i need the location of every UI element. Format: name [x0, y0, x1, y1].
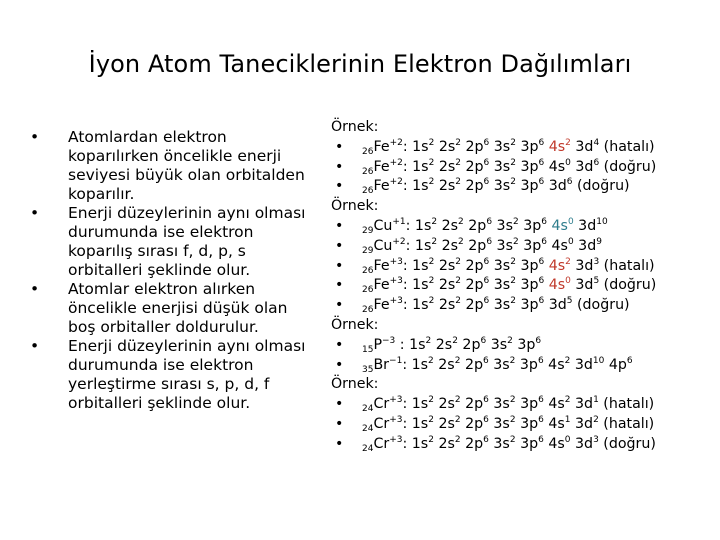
bullet-marker: • — [335, 257, 344, 274]
config-text: 2p — [460, 356, 483, 373]
atomic-number: 26 — [362, 265, 374, 276]
config-text: 3d — [570, 158, 594, 175]
superscript: 2 — [510, 157, 516, 168]
superscript: 2 — [510, 256, 516, 267]
superscript: 6 — [538, 177, 545, 188]
config-text: 2s — [433, 415, 455, 432]
config-text: (doğru) — [572, 297, 630, 314]
electron-config-line — [331, 158, 716, 178]
electron-config-line — [331, 237, 716, 257]
config-text: 3s — [489, 158, 511, 175]
config-text: 3s — [488, 415, 510, 432]
config-text: (hatalı) — [599, 257, 655, 274]
bullet-marker: • — [30, 337, 40, 355]
config-text: (hatalı) — [598, 415, 655, 432]
config-text: 3p — [515, 138, 539, 155]
config-text: 3p — [515, 158, 539, 175]
config-text: 3p — [515, 415, 539, 432]
bullet-marker: • — [335, 336, 344, 353]
bullet-marker: • — [335, 356, 344, 373]
bullet-marker: • — [335, 138, 344, 155]
config-text: 4s — [547, 237, 568, 254]
superscript: 2 — [509, 355, 516, 366]
bullet-marker: • — [30, 128, 40, 146]
config-text: 2s — [433, 435, 455, 452]
superscript: 2 — [425, 335, 432, 346]
config-text: 3p — [515, 257, 539, 274]
superscript: 2 — [455, 276, 461, 287]
config-text: 4s — [544, 158, 566, 175]
config-text: Cr — [373, 415, 390, 432]
config-text: 3s — [486, 336, 508, 353]
config-text: : 1s — [405, 237, 432, 254]
superscript: 2 — [509, 434, 516, 445]
superscript: 6 — [538, 434, 544, 445]
superscript: 2 — [455, 256, 461, 267]
config-text: 2s — [437, 217, 459, 234]
superscript: 2 — [428, 157, 435, 168]
config-text: : 1s — [402, 158, 429, 175]
config-text: (doğru) — [599, 158, 657, 175]
superscript: 2 — [507, 335, 513, 346]
superscript: 0 — [564, 434, 571, 445]
bullet-marker: • — [335, 435, 344, 452]
bullet-marker: • — [30, 204, 40, 222]
config-text: 3s — [489, 297, 511, 314]
config-text: Br — [373, 356, 390, 373]
electron-config-line — [331, 138, 716, 158]
superscript: 6 — [566, 177, 573, 188]
config-text: 2p — [463, 217, 487, 234]
bullet-marker: • — [335, 277, 344, 294]
examples-column — [331, 118, 716, 455]
superscript: +3 — [389, 434, 403, 445]
example-heading: Örnek: — [331, 316, 379, 333]
superscript: 2 — [455, 296, 461, 307]
config-text: 2p — [460, 277, 484, 294]
config-text: 2s — [433, 396, 455, 413]
bullet-marker: • — [30, 280, 40, 298]
bullet-marker: • — [335, 217, 344, 234]
config-text: 3d — [544, 297, 567, 314]
config-text: 3d — [570, 138, 594, 155]
superscript: 6 — [483, 137, 490, 148]
bullet-marker: • — [335, 158, 344, 175]
config-text: 2p — [460, 158, 484, 175]
config-text: 3s — [489, 257, 511, 274]
config-text: Fe — [373, 297, 390, 314]
highlight-red: 4s — [548, 277, 566, 294]
config-text: 3d — [570, 257, 594, 274]
config-text: 3p — [515, 435, 539, 452]
bullet-marker: • — [335, 396, 344, 413]
superscript: 6 — [483, 177, 490, 188]
superscript: 2 — [512, 236, 519, 247]
bullet-text: Enerji düzeylerinin aynı olması durumunda ise elektron yerleştirme sırası s, p, d, f orbitalleri şeklinde olur. — [68, 337, 306, 412]
atomic-number: 35 — [362, 364, 374, 375]
superscript: 2 — [431, 216, 438, 227]
superscript: 6 — [538, 276, 545, 287]
config-text: 2s — [433, 356, 455, 373]
config-text: Cu — [373, 237, 393, 254]
config-text: 3p — [518, 217, 542, 234]
config-text: 2p — [460, 396, 484, 413]
superscript: 2 — [510, 296, 516, 307]
config-text: Fe — [373, 257, 390, 274]
config-text: Fe — [373, 138, 390, 155]
superscript: 10 — [592, 355, 605, 366]
electron-config-line — [331, 336, 716, 356]
superscript: 6 — [486, 236, 493, 247]
config-text: : 1s — [395, 336, 426, 353]
superscript: 5 — [566, 296, 573, 307]
atomic-number: 24 — [362, 443, 374, 454]
superscript: 6 — [483, 395, 489, 406]
superscript: +2 — [389, 137, 403, 148]
config-text: 2s — [434, 138, 456, 155]
superscript: 2 — [510, 276, 516, 287]
bullet-marker: • — [335, 237, 344, 254]
config-text: 3d — [544, 178, 567, 195]
superscript: 2 — [431, 236, 438, 247]
superscript: 2 — [512, 216, 519, 227]
config-text: 4s — [543, 435, 565, 452]
superscript: +1 — [392, 216, 406, 227]
config-text: 3p — [512, 336, 536, 353]
superscript: +3 — [389, 256, 403, 267]
atomic-number: 15 — [362, 344, 374, 355]
superscript: 2 — [428, 177, 435, 188]
superscript: 2 — [455, 157, 461, 168]
config-text: 3p — [515, 297, 539, 314]
superscript: 2 — [454, 414, 461, 425]
highlight-red-sup: 0 — [565, 276, 571, 287]
superscript: 6 — [538, 395, 544, 406]
highlight-red-sup: 2 — [565, 137, 571, 148]
superscript: 6 — [538, 137, 545, 148]
config-text: 4s — [543, 396, 565, 413]
superscript: +2 — [392, 236, 406, 247]
example-heading: Örnek: — [331, 376, 379, 393]
config-text: : 1s — [402, 178, 429, 195]
superscript: 2 — [458, 236, 464, 247]
superscript: 6 — [538, 414, 544, 425]
config-text: 3d — [570, 277, 594, 294]
config-text: : 1s — [402, 277, 429, 294]
superscript: −1 — [389, 355, 403, 366]
bullet-text: Atomlardan elektron koparılırken öncelikle enerji seviyesi büyük olan orbitalden koparılır. — [68, 128, 305, 203]
superscript: 1 — [593, 395, 599, 406]
superscript: 6 — [482, 355, 489, 366]
superscript: 2 — [454, 355, 461, 366]
superscript: 2 — [428, 256, 435, 267]
superscript: 6 — [483, 296, 490, 307]
electron-config-line — [331, 217, 716, 237]
atomic-number: 26 — [362, 186, 374, 197]
config-text: 3d — [570, 415, 594, 432]
superscript: 6 — [483, 276, 490, 287]
superscript: 6 — [483, 157, 490, 168]
superscript: 6 — [593, 157, 600, 168]
atomic-number: 24 — [362, 423, 374, 434]
superscript: 2 — [510, 137, 516, 148]
config-text: Fe — [373, 277, 390, 294]
bullet-marker: • — [335, 178, 344, 195]
superscript: 2 — [458, 216, 464, 227]
config-text: 2p — [460, 297, 484, 314]
superscript: 6 — [535, 335, 542, 346]
superscript: 6 — [486, 216, 493, 227]
superscript: 2 — [454, 395, 461, 406]
config-text: : 1s — [402, 396, 429, 413]
config-text: 3d — [573, 237, 597, 254]
superscript: 6 — [538, 256, 545, 267]
config-text: 2p — [463, 237, 487, 254]
config-text: : 1s — [402, 435, 429, 452]
superscript: 4 — [593, 137, 600, 148]
config-text: 4s — [543, 356, 565, 373]
superscript: 3 — [593, 256, 600, 267]
superscript: 6 — [483, 256, 490, 267]
superscript: 2 — [593, 414, 599, 425]
config-text: 2s — [431, 336, 453, 353]
config-text: : 1s — [402, 257, 429, 274]
superscript: 6 — [538, 296, 545, 307]
atomic-number: 24 — [362, 404, 374, 415]
config-text: (hatalı) — [598, 396, 655, 413]
superscript: 6 — [483, 414, 489, 425]
superscript: 2 — [428, 434, 434, 445]
superscript: 2 — [509, 395, 516, 406]
atomic-number: 26 — [362, 285, 374, 296]
superscript: 6 — [483, 434, 489, 445]
config-text: : 1s — [402, 356, 429, 373]
config-text: 3s — [488, 396, 510, 413]
highlight-red-sup: 2 — [565, 256, 571, 267]
config-text: 3p — [518, 237, 542, 254]
atomic-number: 26 — [362, 166, 374, 177]
config-text: 3s — [489, 178, 511, 195]
config-text: 2s — [434, 257, 456, 274]
config-text: 3s — [488, 356, 510, 373]
electron-config-line — [331, 257, 716, 277]
bullet-text: Enerji düzeylerinin aynı olması durumunda ise elektron koparılış sırası f, d, p, s orbitalleri şeklinde olur. — [68, 204, 306, 279]
config-text: Cr — [373, 396, 390, 413]
superscript: +3 — [389, 395, 403, 406]
config-text: 3s — [489, 277, 511, 294]
superscript: 6 — [541, 236, 547, 247]
config-text: 2p — [460, 257, 484, 274]
superscript: 2 — [454, 434, 461, 445]
config-text: 2s — [434, 178, 456, 195]
config-text: 3s — [492, 237, 513, 254]
superscript: 6 — [541, 216, 547, 227]
config-text: 2s — [434, 297, 456, 314]
config-text: 2p — [460, 138, 484, 155]
electron-config-line — [331, 435, 716, 455]
explanation-bullet-list — [30, 128, 310, 413]
superscript: 2 — [455, 137, 461, 148]
superscript: 6 — [480, 335, 487, 346]
config-text: (hatalı) — [599, 138, 655, 155]
highlight-blue: 4s — [551, 217, 568, 234]
bullet-item — [30, 337, 310, 413]
config-text: : 1s — [402, 297, 429, 314]
electron-config-line — [331, 415, 716, 435]
superscript: +3 — [389, 276, 403, 287]
config-text: 3s — [492, 217, 513, 234]
superscript: 2 — [564, 395, 571, 406]
config-text: 2p — [460, 178, 484, 195]
highlight-blue-sup: 0 — [567, 216, 574, 227]
superscript: 2 — [564, 355, 571, 366]
config-text: Cr — [373, 435, 390, 452]
config-text: 2s — [434, 158, 456, 175]
config-text: 4s — [543, 415, 565, 432]
superscript: 10 — [596, 216, 608, 227]
config-text: 2p — [460, 435, 484, 452]
config-text: 3d — [573, 217, 597, 234]
bullet-marker: • — [335, 415, 344, 432]
config-text: 3s — [489, 138, 511, 155]
config-text: (doğru) — [598, 435, 656, 452]
config-text: P — [373, 336, 383, 353]
config-text: 2p — [460, 415, 484, 432]
electron-config-line — [331, 276, 716, 296]
superscript: 2 — [428, 296, 435, 307]
atomic-number: 26 — [362, 305, 374, 316]
bullet-item — [30, 280, 310, 337]
electron-config-line — [331, 356, 716, 376]
superscript: −3 — [382, 335, 396, 346]
superscript: 2 — [510, 177, 516, 188]
config-text: 3p — [515, 396, 539, 413]
electron-config-line — [331, 296, 716, 316]
superscript: +2 — [389, 157, 403, 168]
bullet-text: Atomlar elektron alırken öncelikle enerjisi düşük olan boş orbitaller doldurulur. — [68, 280, 288, 336]
superscript: 5 — [593, 276, 600, 287]
config-text: 2s — [437, 237, 459, 254]
atomic-number: 29 — [362, 225, 374, 236]
config-text: (doğru) — [572, 178, 630, 195]
config-text: 3d — [570, 356, 593, 373]
config-text: : 1s — [405, 217, 432, 234]
superscript: 9 — [596, 236, 602, 247]
electron-config-line — [331, 177, 716, 197]
electron-config-line — [331, 395, 716, 415]
example-heading: Örnek: — [331, 198, 379, 215]
atomic-number: 29 — [362, 245, 374, 256]
superscript: 2 — [509, 414, 516, 425]
example-heading: Örnek: — [331, 119, 379, 135]
slide-title: İyon Atom Taneciklerinin Elektron Dağılımları — [88, 50, 632, 78]
config-text: Cu — [373, 217, 393, 234]
superscript: +2 — [389, 177, 403, 188]
superscript: 6 — [626, 355, 633, 366]
superscript: 6 — [538, 157, 545, 168]
bullet-item — [30, 128, 310, 204]
superscript: 2 — [428, 355, 434, 366]
config-text: 3s — [488, 435, 510, 452]
config-text: 2p — [457, 336, 481, 353]
superscript: 1 — [564, 414, 571, 425]
config-text: 3p — [515, 178, 539, 195]
bullet-item — [30, 204, 310, 280]
superscript: +3 — [389, 414, 403, 425]
config-text: 3p — [515, 277, 539, 294]
superscript: 3 — [593, 434, 599, 445]
config-text: 4p — [604, 356, 627, 373]
superscript: 2 — [428, 395, 434, 406]
superscript: +3 — [389, 296, 403, 307]
superscript: 0 — [565, 157, 571, 168]
superscript: 2 — [428, 276, 435, 287]
superscript: 6 — [537, 355, 544, 366]
superscript: 0 — [567, 236, 574, 247]
config-text: 3d — [570, 396, 594, 413]
highlight-red: 4s — [548, 257, 566, 274]
config-text: : 1s — [402, 415, 429, 432]
bullet-marker: • — [335, 297, 344, 314]
config-text: (doğru) — [599, 277, 657, 294]
superscript: 2 — [452, 335, 458, 346]
superscript: 2 — [428, 414, 434, 425]
superscript: 2 — [428, 137, 435, 148]
config-text: : 1s — [402, 138, 429, 155]
config-text: Fe — [373, 178, 390, 195]
highlight-red: 4s — [548, 138, 566, 155]
config-text: 3p — [515, 356, 538, 373]
superscript: 2 — [455, 177, 461, 188]
atomic-number: 26 — [362, 146, 374, 157]
config-text: 2s — [434, 277, 456, 294]
config-text: Fe — [373, 158, 390, 175]
config-text: 3d — [570, 435, 594, 452]
